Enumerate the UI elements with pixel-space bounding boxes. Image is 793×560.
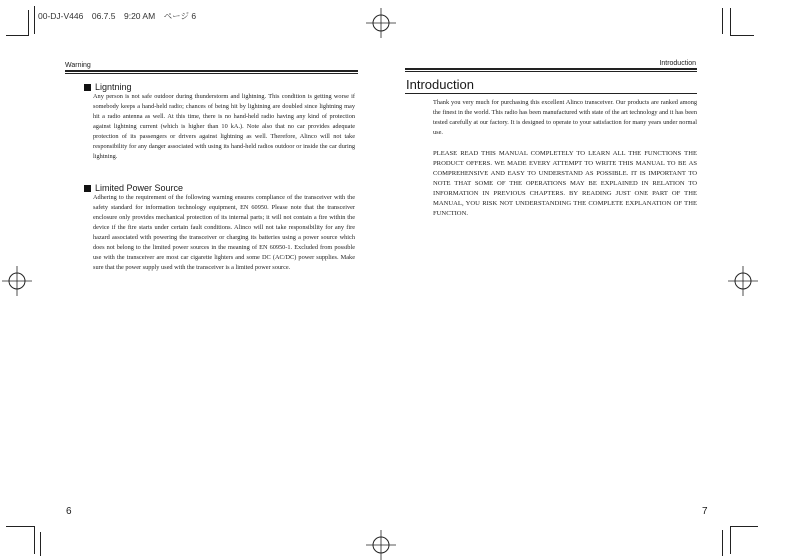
- crop-mark-bottom-right-v: [722, 530, 723, 556]
- crop-mark-top-left-v: [28, 10, 29, 36]
- header-rule-right: [405, 68, 697, 70]
- registration-mark-bottom-icon: [366, 530, 396, 560]
- square-bullet-icon: [84, 185, 91, 192]
- intro-paragraph-2: PLEASE READ THIS MANUAL COMPLETELY TO LEARN ALL THE FUNCTIONS THE PRODUCT OFFERS. WE MADE EVERY ATTEMPT TO WRITE THIS MANUAL TO BE AS COMPREHENSIVE AND EASY TO UNDERSTAND AS POSSIBLE. IT IS IMPORTANT TO NOTE THAT SOME OF THE OPERATIONS MAY BE EXPLAINED IN RELATION TO INFORMATION IN PREVIOUS CHAPTERS. BY READING JUST ONE PART OF THE MANUAL, YOU RISK NOT UNDERSTANDING THE COMPLETE EXPLANATION OF THE FUNCTION.: [433, 150, 697, 217]
- square-bullet-icon: [84, 84, 91, 91]
- crop-mark-top-left-v2: [34, 6, 35, 34]
- section-heading-text: Ligntning: [95, 82, 132, 92]
- crop-mark-top-right-v2: [730, 8, 731, 36]
- title-underline: [405, 93, 697, 94]
- section-heading-text: Limited Power Source: [95, 183, 184, 193]
- crop-mark-bottom-right-h: [730, 526, 758, 527]
- registration-mark-left-icon: [2, 266, 32, 296]
- section-heading-lightning: [84, 82, 132, 92]
- section-body-lightning: Any person is not safe outdoor during thunderstorm and lightning. This condition is getting worse if somebody keeps a hand-held radio; chances of being hit by lightning are doubled since lightning may hit a radio antenna as well. At this time, there is no hand-held radio having any kind of protection against lightning current (which is higher than 10 kA.). Note also that no car provides adequate protection of its passengers or drivers against lightning as well. Therefore, Alinco will not take responsibility for any danger associated with using its hand-held radios outdoor or inside the car during lightning.: [93, 93, 355, 160]
- registration-mark-top-icon: [366, 8, 396, 38]
- page-title: Introduction: [406, 77, 474, 92]
- running-header-right: Introduction: [659, 60, 696, 67]
- crop-mark-bottom-left-v2: [40, 532, 41, 556]
- header-rule-left: [65, 70, 358, 72]
- crop-mark-bottom-left-v: [34, 526, 35, 554]
- section-heading-limited-power-source: [84, 183, 183, 193]
- running-header-left: Warning: [65, 62, 91, 69]
- crop-mark-top-right-v: [722, 8, 723, 34]
- intro-paragraph-1: Thank you very much for purchasing this excellent Alinco transceiver. Our products are ranked among the finest in the world. This radio has been manufactured with state of the art technology and it has been tested carefully at our factory. It is designed to operate to your satisfaction for many years under normal use.: [433, 99, 697, 136]
- crop-mark-bottom-right-v2: [730, 526, 731, 554]
- header-rule-left-thin: [65, 73, 358, 74]
- registration-mark-right-icon: [728, 266, 758, 296]
- print-job-header: 00-DJ-V446 06.7.5 9:20 AM ページ 6: [38, 11, 197, 21]
- crop-mark-bottom-left-h: [6, 526, 34, 527]
- page-number-right: 7: [702, 506, 708, 517]
- header-rule-right-thin: [405, 71, 697, 72]
- section-body-limited-power-source: Adhering to the requirement of the following warning ensures compliance of the transceiver with the safety standard for information technology equipment, EN 60950. Please note that the transceiver enclosure only provides mechanical protection of its internal parts; it will not contain a fire within the device if the fire starts under certain fault conditions. Alinco will not take responsibility for any fire hazard associated with powering the transceiver or charging its batteries using a power source which does not belong to the limited power sources in the meaning of EN 60950-1. Excluded from possible use with the transceiver are most car cigarette lighters and some DC (AC/DC) power supplies. Make sure that the power supply used with the transceiver is a limited power source.: [93, 194, 355, 271]
- crop-mark-top-right-h: [730, 35, 754, 36]
- crop-mark-top-left-h: [6, 35, 28, 36]
- page-number-left: 6: [66, 506, 72, 517]
